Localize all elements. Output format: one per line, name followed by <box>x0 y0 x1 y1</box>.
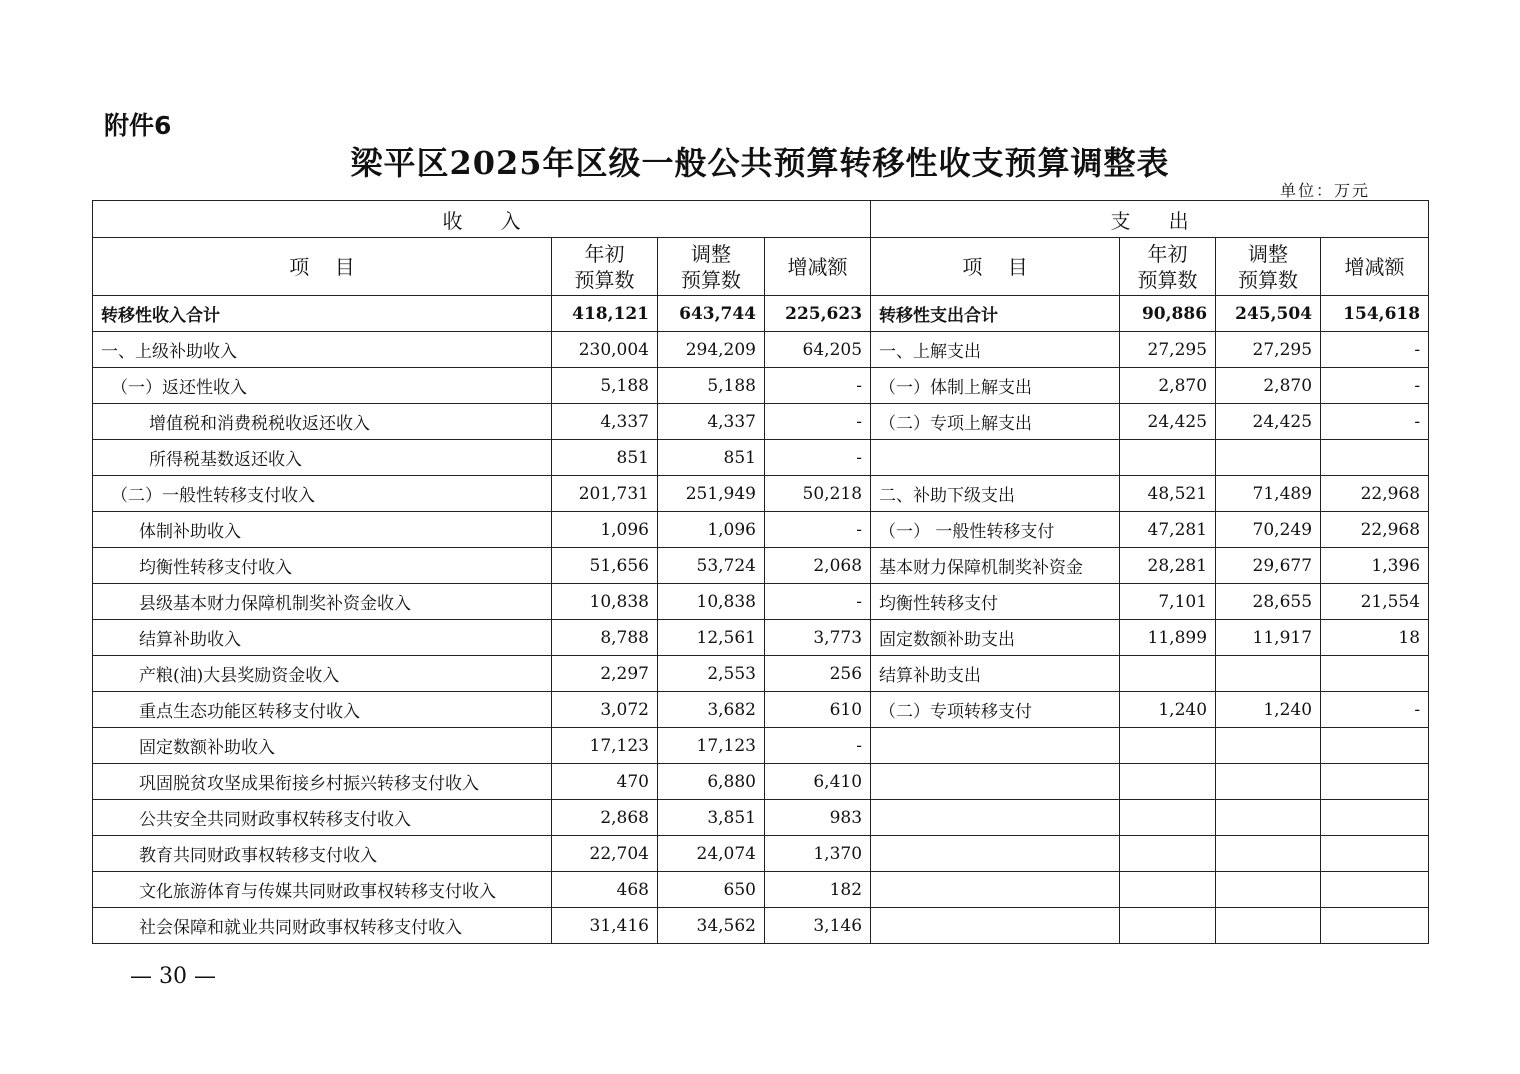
table-row <box>93 692 1429 728</box>
unit-label: 单位：万元 <box>1280 181 1371 200</box>
attachment-label: 附件6 <box>104 111 172 140</box>
income-item-cell: 固定数额补助收入 <box>93 728 552 764</box>
income-change-cell: 3,146 <box>765 908 871 944</box>
expense-item-cell <box>871 872 1120 908</box>
expense-initial-cell: 1,240 <box>1120 692 1216 728</box>
income-change-cell: 610 <box>765 692 871 728</box>
expense-initial-cell: 7,101 <box>1120 584 1216 620</box>
expense-adjusted-cell: 28,655 <box>1216 584 1321 620</box>
income-change-cell: 225,623 <box>765 296 871 332</box>
expense-adjusted-cell: 245,504 <box>1216 296 1321 332</box>
expense-item-cell <box>871 728 1120 764</box>
income-item-cell: 均衡性转移支付收入 <box>93 548 552 584</box>
income-initial-cell: 5,188 <box>552 368 658 404</box>
expense-adjusted-cell: 27,295 <box>1216 332 1321 368</box>
expense-item-cell: 均衡性转移支付 <box>871 584 1120 620</box>
income-item-cell: （二）一般性转移支付收入 <box>93 476 552 512</box>
income-initial-cell: 470 <box>552 764 658 800</box>
income-adjusted-cell: 1,096 <box>658 512 765 548</box>
income-adjusted-header: 调整 预算数 <box>658 238 765 296</box>
income-initial-cell: 1,096 <box>552 512 658 548</box>
expense-change-cell: - <box>1321 332 1429 368</box>
expense-change-cell: 21,554 <box>1321 584 1429 620</box>
section-header-row <box>93 201 1429 238</box>
expense-item-cell: （一）体制上解支出 <box>871 368 1120 404</box>
income-item-cell: 增值税和消费税税收返还收入 <box>93 404 552 440</box>
table-row <box>93 548 1429 584</box>
income-adjusted-cell: 851 <box>658 440 765 476</box>
expense-item-cell: （二）专项上解支出 <box>871 404 1120 440</box>
income-initial-cell: 8,788 <box>552 620 658 656</box>
expense-change-cell: 22,968 <box>1321 476 1429 512</box>
expense-change-cell: - <box>1321 692 1429 728</box>
expense-initial-cell <box>1120 764 1216 800</box>
expense-item-cell: 固定数额补助支出 <box>871 620 1120 656</box>
expense-adjusted-cell <box>1216 440 1321 476</box>
expense-item-cell: 一、上解支出 <box>871 332 1120 368</box>
expense-initial-cell <box>1120 440 1216 476</box>
income-adjusted-cell: 650 <box>658 872 765 908</box>
expense-section-header: 支 出 <box>871 201 1429 238</box>
expense-item-header: 项 目 <box>871 238 1120 296</box>
expense-item-cell: 基本财力保障机制奖补资金 <box>871 548 1120 584</box>
income-adjusted-cell: 5,188 <box>658 368 765 404</box>
expense-adjusted-cell <box>1216 836 1321 872</box>
expense-adjusted-cell <box>1216 764 1321 800</box>
expense-initial-cell: 11,899 <box>1120 620 1216 656</box>
expense-adjusted-cell: 29,677 <box>1216 548 1321 584</box>
expense-adjusted-cell: 70,249 <box>1216 512 1321 548</box>
expense-initial-header: 年初 预算数 <box>1120 238 1216 296</box>
income-item-header: 项 目 <box>93 238 552 296</box>
table-row <box>93 872 1429 908</box>
expense-item-cell: （一） 一般性转移支付 <box>871 512 1120 548</box>
income-change-cell: 64,205 <box>765 332 871 368</box>
income-adjusted-cell: 3,682 <box>658 692 765 728</box>
income-item-cell: 一、上级补助收入 <box>93 332 552 368</box>
income-item-cell: 文化旅游体育与传媒共同财政事权转移支付收入 <box>93 872 552 908</box>
expense-initial-cell: 2,870 <box>1120 368 1216 404</box>
income-item-cell: 重点生态功能区转移支付收入 <box>93 692 552 728</box>
income-section-header: 收 入 <box>93 201 871 238</box>
income-item-cell: 社会保障和就业共同财政事权转移支付收入 <box>93 908 552 944</box>
table-row <box>93 332 1429 368</box>
expense-item-cell: （二）专项转移支付 <box>871 692 1120 728</box>
income-adjusted-cell: 24,074 <box>658 836 765 872</box>
expense-initial-cell: 47,281 <box>1120 512 1216 548</box>
income-change-cell: 3,773 <box>765 620 871 656</box>
expense-initial-cell <box>1120 872 1216 908</box>
expense-change-cell: 154,618 <box>1321 296 1429 332</box>
table-row <box>93 440 1429 476</box>
income-initial-cell: 2,297 <box>552 656 658 692</box>
expense-initial-cell: 90,886 <box>1120 296 1216 332</box>
income-change-cell: 50,218 <box>765 476 871 512</box>
income-change-cell: 1,370 <box>765 836 871 872</box>
income-change-cell: 182 <box>765 872 871 908</box>
income-change-cell: 983 <box>765 800 871 836</box>
expense-change-cell: 22,968 <box>1321 512 1429 548</box>
page-number: — 30 — <box>130 964 216 989</box>
income-adjusted-cell: 34,562 <box>658 908 765 944</box>
expense-item-cell: 转移性支出合计 <box>871 296 1120 332</box>
income-initial-cell: 851 <box>552 440 658 476</box>
income-adjusted-cell: 12,561 <box>658 620 765 656</box>
expense-change-cell <box>1321 656 1429 692</box>
table-row <box>93 584 1429 620</box>
expense-change-cell <box>1321 872 1429 908</box>
income-initial-cell: 3,072 <box>552 692 658 728</box>
expense-change-cell <box>1321 908 1429 944</box>
expense-change-cell: - <box>1321 368 1429 404</box>
expense-adjusted-cell: 1,240 <box>1216 692 1321 728</box>
expense-change-header: 增减额 <box>1321 238 1429 296</box>
expense-item-cell <box>871 908 1120 944</box>
income-item-cell: （一）返还性收入 <box>93 368 552 404</box>
expense-adjusted-cell <box>1216 656 1321 692</box>
expense-adjusted-cell <box>1216 872 1321 908</box>
expense-change-cell <box>1321 440 1429 476</box>
expense-initial-cell: 24,425 <box>1120 404 1216 440</box>
expense-item-cell: 结算补助支出 <box>871 656 1120 692</box>
income-adjusted-cell: 4,337 <box>658 404 765 440</box>
expense-adjusted-cell <box>1216 728 1321 764</box>
expense-adjusted-cell: 24,425 <box>1216 404 1321 440</box>
income-change-cell: - <box>765 728 871 764</box>
expense-initial-cell <box>1120 728 1216 764</box>
income-adjusted-cell: 251,949 <box>658 476 765 512</box>
expense-adjusted-header: 调整 预算数 <box>1216 238 1321 296</box>
income-initial-cell: 230,004 <box>552 332 658 368</box>
expense-item-cell <box>871 764 1120 800</box>
expense-item-cell <box>871 836 1120 872</box>
income-initial-cell: 468 <box>552 872 658 908</box>
income-initial-cell: 201,731 <box>552 476 658 512</box>
income-change-cell: - <box>765 512 871 548</box>
income-item-cell: 产粮(油)大县奖励资金收入 <box>93 656 552 692</box>
income-item-cell: 教育共同财政事权转移支付收入 <box>93 836 552 872</box>
column-header-row <box>93 238 1429 296</box>
income-item-cell: 转移性收入合计 <box>93 296 552 332</box>
income-adjusted-cell: 6,880 <box>658 764 765 800</box>
income-initial-cell: 31,416 <box>552 908 658 944</box>
expense-change-cell <box>1321 728 1429 764</box>
income-change-cell: 6,410 <box>765 764 871 800</box>
income-initial-cell: 17,123 <box>552 728 658 764</box>
income-initial-cell: 4,337 <box>552 404 658 440</box>
table-row <box>93 368 1429 404</box>
table-row <box>93 656 1429 692</box>
table-row <box>93 476 1429 512</box>
expense-change-cell <box>1321 836 1429 872</box>
expense-initial-cell: 28,281 <box>1120 548 1216 584</box>
table-row <box>93 512 1429 548</box>
expense-adjusted-cell: 71,489 <box>1216 476 1321 512</box>
income-initial-cell: 418,121 <box>552 296 658 332</box>
income-adjusted-cell: 17,123 <box>658 728 765 764</box>
expense-initial-cell <box>1120 656 1216 692</box>
page-title: 梁平区2025年区级一般公共预算转移性收支预算调整表 <box>350 144 1170 182</box>
income-change-header: 增减额 <box>765 238 871 296</box>
expense-change-cell <box>1321 764 1429 800</box>
income-item-cell: 县级基本财力保障机制奖补资金收入 <box>93 584 552 620</box>
income-change-cell: - <box>765 404 871 440</box>
income-adjusted-cell: 10,838 <box>658 584 765 620</box>
expense-adjusted-cell: 2,870 <box>1216 368 1321 404</box>
expense-initial-cell: 48,521 <box>1120 476 1216 512</box>
expense-initial-cell: 27,295 <box>1120 332 1216 368</box>
table-row <box>93 800 1429 836</box>
expense-adjusted-cell <box>1216 908 1321 944</box>
income-change-cell: - <box>765 440 871 476</box>
income-initial-cell: 10,838 <box>552 584 658 620</box>
income-adjusted-cell: 3,851 <box>658 800 765 836</box>
expense-item-cell <box>871 800 1120 836</box>
expense-adjusted-cell <box>1216 800 1321 836</box>
income-item-cell: 巩固脱贫攻坚成果衔接乡村振兴转移支付收入 <box>93 764 552 800</box>
table-row <box>93 728 1429 764</box>
income-adjusted-cell: 643,744 <box>658 296 765 332</box>
expense-adjusted-cell: 11,917 <box>1216 620 1321 656</box>
income-item-cell: 结算补助收入 <box>93 620 552 656</box>
expense-initial-cell <box>1120 836 1216 872</box>
income-adjusted-cell: 53,724 <box>658 548 765 584</box>
income-item-cell: 体制补助收入 <box>93 512 552 548</box>
table-row <box>93 908 1429 944</box>
income-item-cell: 所得税基数返还收入 <box>93 440 552 476</box>
expense-change-cell: 1,396 <box>1321 548 1429 584</box>
expense-item-cell <box>871 440 1120 476</box>
income-adjusted-cell: 294,209 <box>658 332 765 368</box>
expense-change-cell <box>1321 800 1429 836</box>
income-initial-cell: 22,704 <box>552 836 658 872</box>
expense-initial-cell <box>1120 800 1216 836</box>
income-change-cell: - <box>765 368 871 404</box>
income-item-cell: 公共安全共同财政事权转移支付收入 <box>93 800 552 836</box>
expense-change-cell: 18 <box>1321 620 1429 656</box>
income-change-cell: 2,068 <box>765 548 871 584</box>
table-row <box>93 620 1429 656</box>
expense-item-cell: 二、补助下级支出 <box>871 476 1120 512</box>
income-change-cell: - <box>765 584 871 620</box>
table-row <box>93 836 1429 872</box>
expense-initial-cell <box>1120 908 1216 944</box>
income-initial-header: 年初 预算数 <box>552 238 658 296</box>
income-change-cell: 256 <box>765 656 871 692</box>
budget-table <box>92 200 1429 944</box>
expense-change-cell: - <box>1321 404 1429 440</box>
income-adjusted-cell: 2,553 <box>658 656 765 692</box>
table-row <box>93 296 1429 332</box>
table-row <box>93 764 1429 800</box>
table-row <box>93 404 1429 440</box>
income-initial-cell: 51,656 <box>552 548 658 584</box>
income-initial-cell: 2,868 <box>552 800 658 836</box>
